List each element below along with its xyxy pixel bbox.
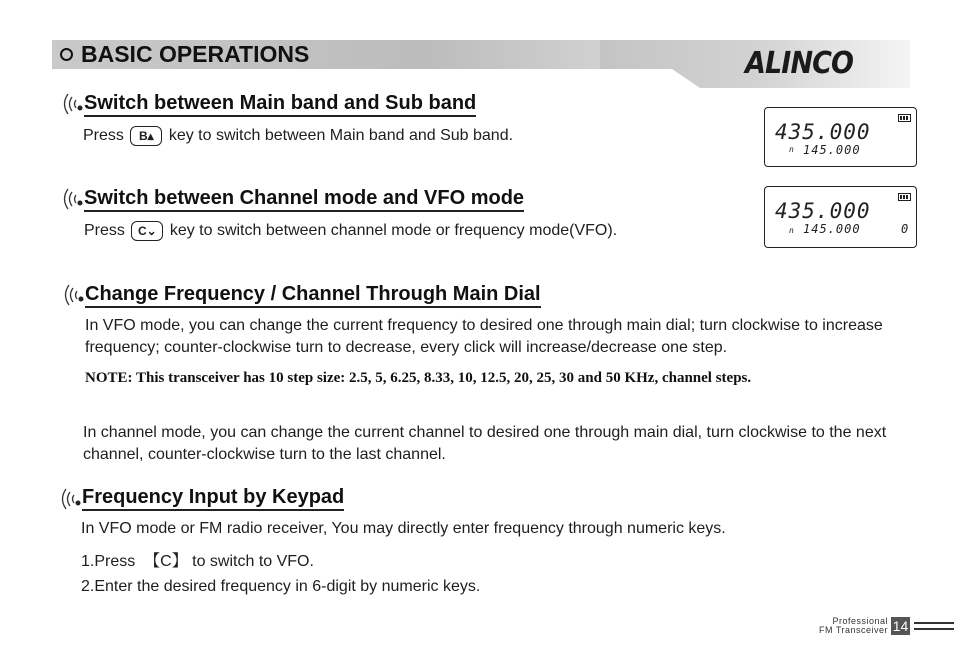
keypad-step-1: 1.Press 【C】 to switch to VFO. bbox=[81, 553, 314, 570]
section-title-keypad bbox=[82, 486, 344, 509]
instruction-text: key to switch between channel mode or frequency mode(VFO). bbox=[169, 222, 618, 240]
brand-logo: ALINCO bbox=[745, 46, 854, 81]
key-symbol: ⌄ bbox=[146, 224, 157, 238]
lcd-main-frequency: 435.000 bbox=[775, 120, 871, 144]
radio-wave-icon bbox=[60, 186, 86, 212]
instruction-text: key to switch between Main band and Sub band. bbox=[168, 127, 514, 145]
key-symbol: ▴ bbox=[147, 129, 154, 143]
circle-bullet-icon bbox=[60, 48, 73, 61]
key-label: C bbox=[137, 224, 147, 238]
channel-dial-paragraph: In channel mode, you can change the current channel to desired one through main dial, turn clockwise to the next channel, counter-clockwise turn to the last channel. bbox=[83, 424, 887, 463]
battery-icon bbox=[898, 114, 911, 122]
footer-professional: Professional bbox=[832, 616, 888, 626]
section-title-text: Switch between Channel mode and VFO mode bbox=[84, 187, 524, 212]
lcd-channel-number: 0 bbox=[901, 222, 910, 236]
c-key-icon bbox=[131, 221, 163, 241]
band-switch-instruction bbox=[83, 126, 513, 146]
lcd-display-1 bbox=[764, 107, 917, 167]
page-title-text: BASIC OPERATIONS bbox=[81, 41, 310, 67]
page-title bbox=[60, 41, 309, 68]
lcd-sub-prefix: n bbox=[789, 226, 795, 235]
page-number: 14 bbox=[892, 618, 909, 634]
press-label: Press bbox=[83, 127, 124, 145]
footer-rule bbox=[914, 622, 954, 634]
lcd-display-2 bbox=[764, 186, 917, 248]
step-size-note: NOTE: This transceiver has 10 step size: 2.5, 5, 6.25, 8.33, 10, 12.5, 20, 25, 30 and 50 KHz, channel steps. bbox=[85, 370, 752, 386]
section-title-band-switch bbox=[84, 92, 476, 115]
b-key-icon bbox=[130, 126, 162, 146]
radio-wave-icon bbox=[60, 91, 86, 117]
keypad-intro: In VFO mode or FM radio receiver, You may directly enter frequency through numeric keys. bbox=[81, 520, 726, 537]
battery-icon bbox=[898, 193, 911, 201]
section-title-main-dial bbox=[85, 283, 541, 306]
radio-wave-icon bbox=[58, 486, 84, 512]
section-title-text: Switch between Main band and Sub band bbox=[84, 92, 476, 117]
radio-wave-icon bbox=[61, 282, 87, 308]
footer-fm-transceiver: FM Transceiver bbox=[818, 625, 888, 635]
lcd-sub-frequency: 145.000 bbox=[803, 222, 861, 236]
section-title-text: Frequency Input by Keypad bbox=[82, 486, 344, 511]
lcd-sub-frequency: 145.000 bbox=[803, 143, 861, 157]
lcd-main-frequency: 435.000 bbox=[775, 199, 871, 223]
section-title-mode-switch bbox=[84, 187, 524, 210]
vfo-dial-paragraph: In VFO mode, you can change the current frequency to desired one through main dial; turn clockwise to increase frequency; counter-clockwise turn to decrease, every click will increase/decrease one step. bbox=[85, 317, 883, 356]
key-label: B bbox=[139, 129, 148, 143]
section-title-text: Change Frequency / Channel Through Main Dial bbox=[85, 283, 541, 308]
press-label: Press bbox=[84, 222, 125, 240]
keypad-step-2: 2.Enter the desired frequency in 6-digit by numeric keys. bbox=[81, 578, 481, 595]
lcd-sub-prefix: n bbox=[789, 145, 795, 154]
mode-switch-instruction bbox=[84, 221, 617, 241]
